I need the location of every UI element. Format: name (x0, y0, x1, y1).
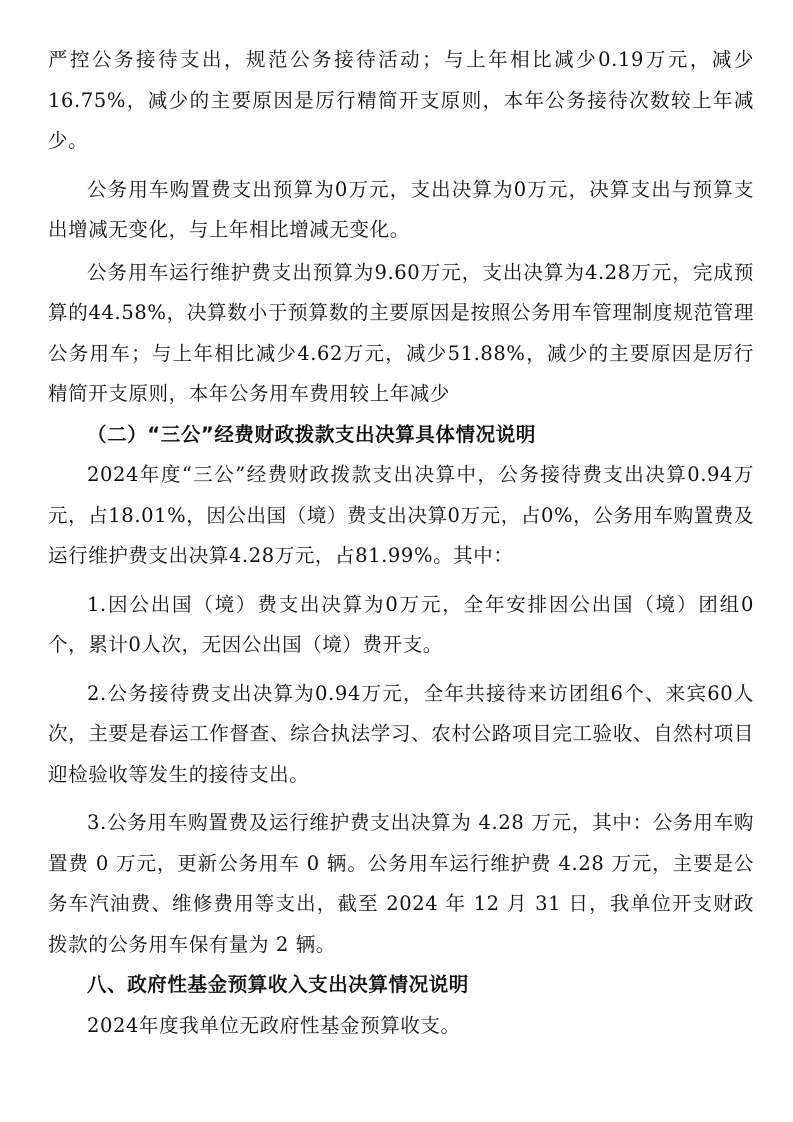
paragraph-vehicle-detail: 3.公务用车购置费及运行维护费支出决算为 4.28 万元，其中：公务用车购置费 0 万元，更新公务用车 0 辆。公务用车运行维护费 4.28 万元，主要是公务车汽油费、维修费用等支出，截至 2024 年 12 月 31 日，我单位开支财政拨款的公务用车保有量为 2 辆。 (48, 811, 754, 956)
section-heading-three-public-expenses: （二）“三公”经费财政拨款支出决算具体情况说明 (87, 422, 536, 446)
paragraph-government-fund: 2024年度我单位无政府性基金预算收支。 (87, 1013, 461, 1037)
section-heading-government-fund: 八、政府性基金预算收入支出决算情况说明 (87, 973, 469, 996)
paragraph-three-public-summary: 2024年度“三公”经费财政拨款支出决算中，公务接待费支出决算0.94万元，占18.01%，因公出国（境）费支出决算0万元，占0%，公务用车购置费及运行维护费支出决算4.28万元，占81.99%。其中： (48, 463, 754, 567)
paragraph-vehicle-purchase: 公务用车购置费支出预算为0万元，支出决算为0万元，决算支出与预算支出增减无变化，与上年相比增减无变化。 (48, 177, 754, 241)
paragraph-reception-detail: 2.公务接待费支出决算为0.94万元，全年共接待来访团组6个、来宾60人次，主要是春运工作督查、综合执法学习、农村公路项目完工验收、自然村项目迎检验收等发生的接待支出。 (48, 681, 754, 786)
paragraph-vehicle-operation: 公务用车运行维护费支出预算为9.60万元，支出决算为4.28万元，完成预算的44.58%，决算数小于预算数的主要原因是按照公务用车管理制度规范管理公务用车；与上年相比减少4.62万元，减少51.88%，减少的主要原因是厉行精简开支原则，本年公务用车费用较上年减少 (48, 260, 754, 405)
paragraph-overseas-travel: 1.因公出国（境）费支出决算为0万元，全年安排因公出国（境）团组0个，累计0人次，无因公出国（境）费开支。 (48, 592, 754, 656)
paragraph-reception-expense-continued: 严控公务接待支出，规范公务接待活动；与上年相比减少0.19万元，减少16.75%，减少的主要原因是厉行精简开支原则，本年公务接待次数较上年减少。 (48, 48, 754, 152)
document-page (48, 40, 754, 1046)
